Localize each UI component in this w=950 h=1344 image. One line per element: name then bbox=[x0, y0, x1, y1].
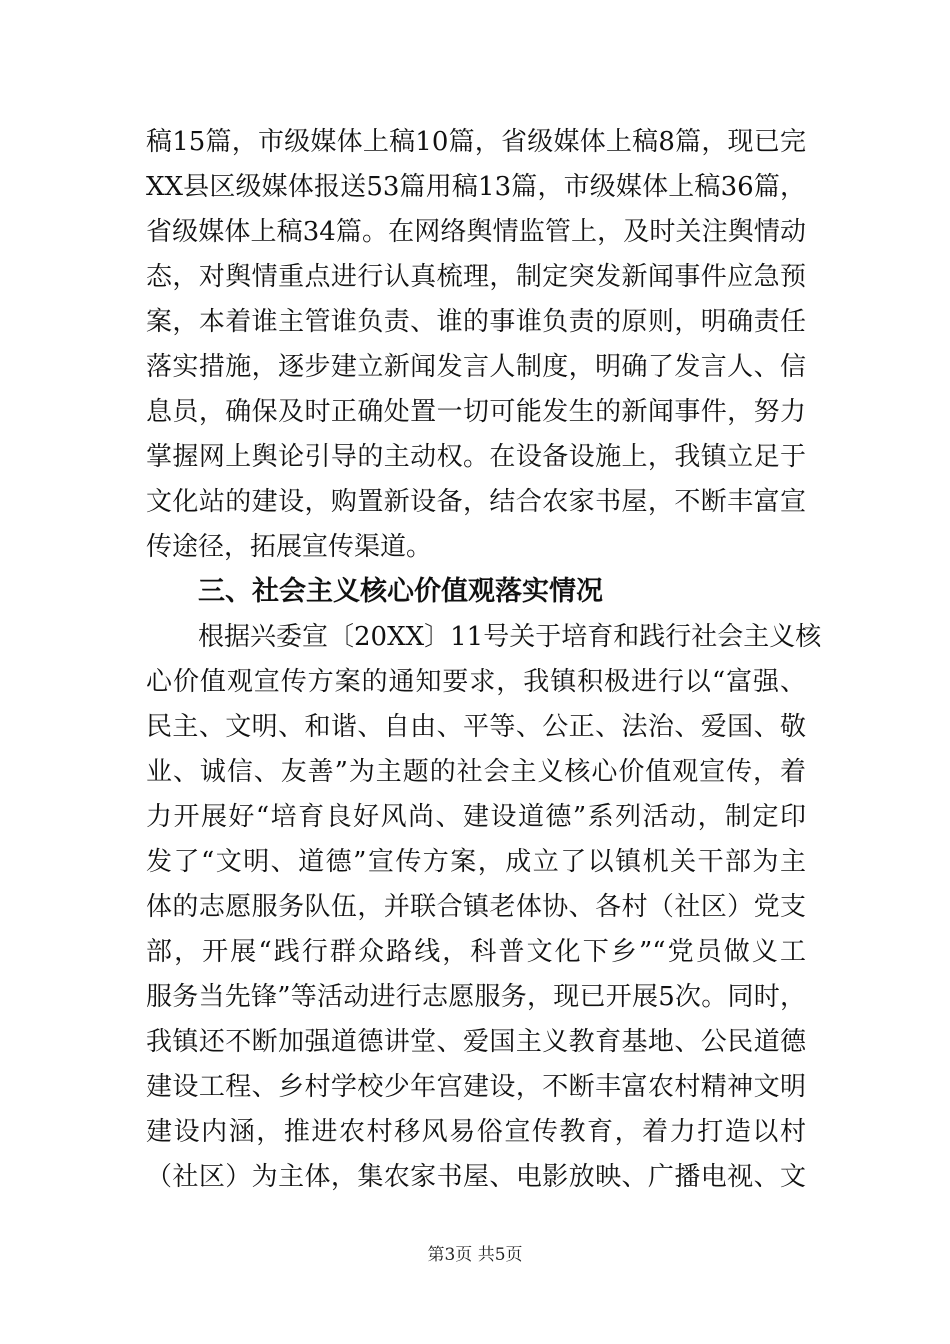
paragraph-line: 建设内涵，推进农村移风易俗宣传教育，着力打造以村 bbox=[146, 1117, 806, 1147]
paragraph-line: 心价值观宣传方案的通知要求，我镇积极进行以“富强、 bbox=[146, 667, 806, 697]
section-heading: 三、社会主义核心价值观落实情况 bbox=[198, 576, 603, 607]
paragraph-line: 案，本着谁主管谁负责、谁的事谁负责的原则，明确责任 bbox=[146, 307, 806, 337]
paragraph-line: 息员，确保及时正确处置一切可能发生的新闻事件，努力 bbox=[146, 397, 806, 427]
paragraph-line: 省级媒体上稿34篇。在网络舆情监管上，及时关注舆情动 bbox=[146, 217, 806, 247]
paragraph-line: （社区）为主体，集农家书屋、电影放映、广播电视、文 bbox=[146, 1162, 806, 1192]
paragraph-line: 发了“文明、道德”宣传方案，成立了以镇机关干部为主 bbox=[146, 847, 806, 877]
paragraph-line: 建设工程、乡村学校少年宫建设，不断丰富农村精神文明 bbox=[146, 1072, 806, 1102]
paragraph-line: 我镇还不断加强道德讲堂、爱国主义教育基地、公民道德 bbox=[146, 1027, 806, 1057]
paragraph-line: 稿15篇，市级媒体上稿10篇，省级媒体上稿8篇，现已完 bbox=[146, 127, 806, 157]
paragraph-line: 掌握网上舆论引导的主动权。在设备设施上，我镇立足于 bbox=[146, 442, 806, 472]
paragraph-line: 根据兴委宣〔20XX〕11号关于培育和践行社会主义核 bbox=[198, 622, 822, 652]
paragraph-line: 民主、文明、和谐、自由、平等、公正、法治、爱国、敬 bbox=[146, 712, 806, 742]
paragraph-line: 体的志愿服务队伍，并联合镇老体协、各村（社区）党支 bbox=[146, 892, 806, 922]
paragraph-line: XX县区级媒体报送53篇用稿13篇，市级媒体上稿36篇， bbox=[146, 172, 806, 202]
paragraph-line: 业、诚信、友善”为主题的社会主义核心价值观宣传，着 bbox=[146, 757, 806, 787]
paragraph-line: 力开展好“培育良好风尚、建设道德”系列活动，制定印 bbox=[146, 802, 806, 832]
paragraph-line: 态，对舆情重点进行认真梳理，制定突发新闻事件应急预 bbox=[146, 262, 806, 292]
paragraph-line: 落实措施，逐步建立新闻发言人制度，明确了发言人、信 bbox=[146, 352, 806, 382]
paragraph-line: 文化站的建设，购置新设备，结合农家书屋，不断丰富宣 bbox=[146, 487, 806, 517]
paragraph-line: 服务当先锋”等活动进行志愿服务，现已开展5次。同时， bbox=[146, 982, 806, 1012]
page-number-footer: 第3页 共5页 bbox=[427, 1245, 523, 1265]
paragraph-line: 部，开展“践行群众路线，科普文化下乡”“党员做义工 bbox=[146, 937, 806, 967]
paragraph-line: 传途径，拓展宣传渠道。 bbox=[146, 532, 433, 562]
